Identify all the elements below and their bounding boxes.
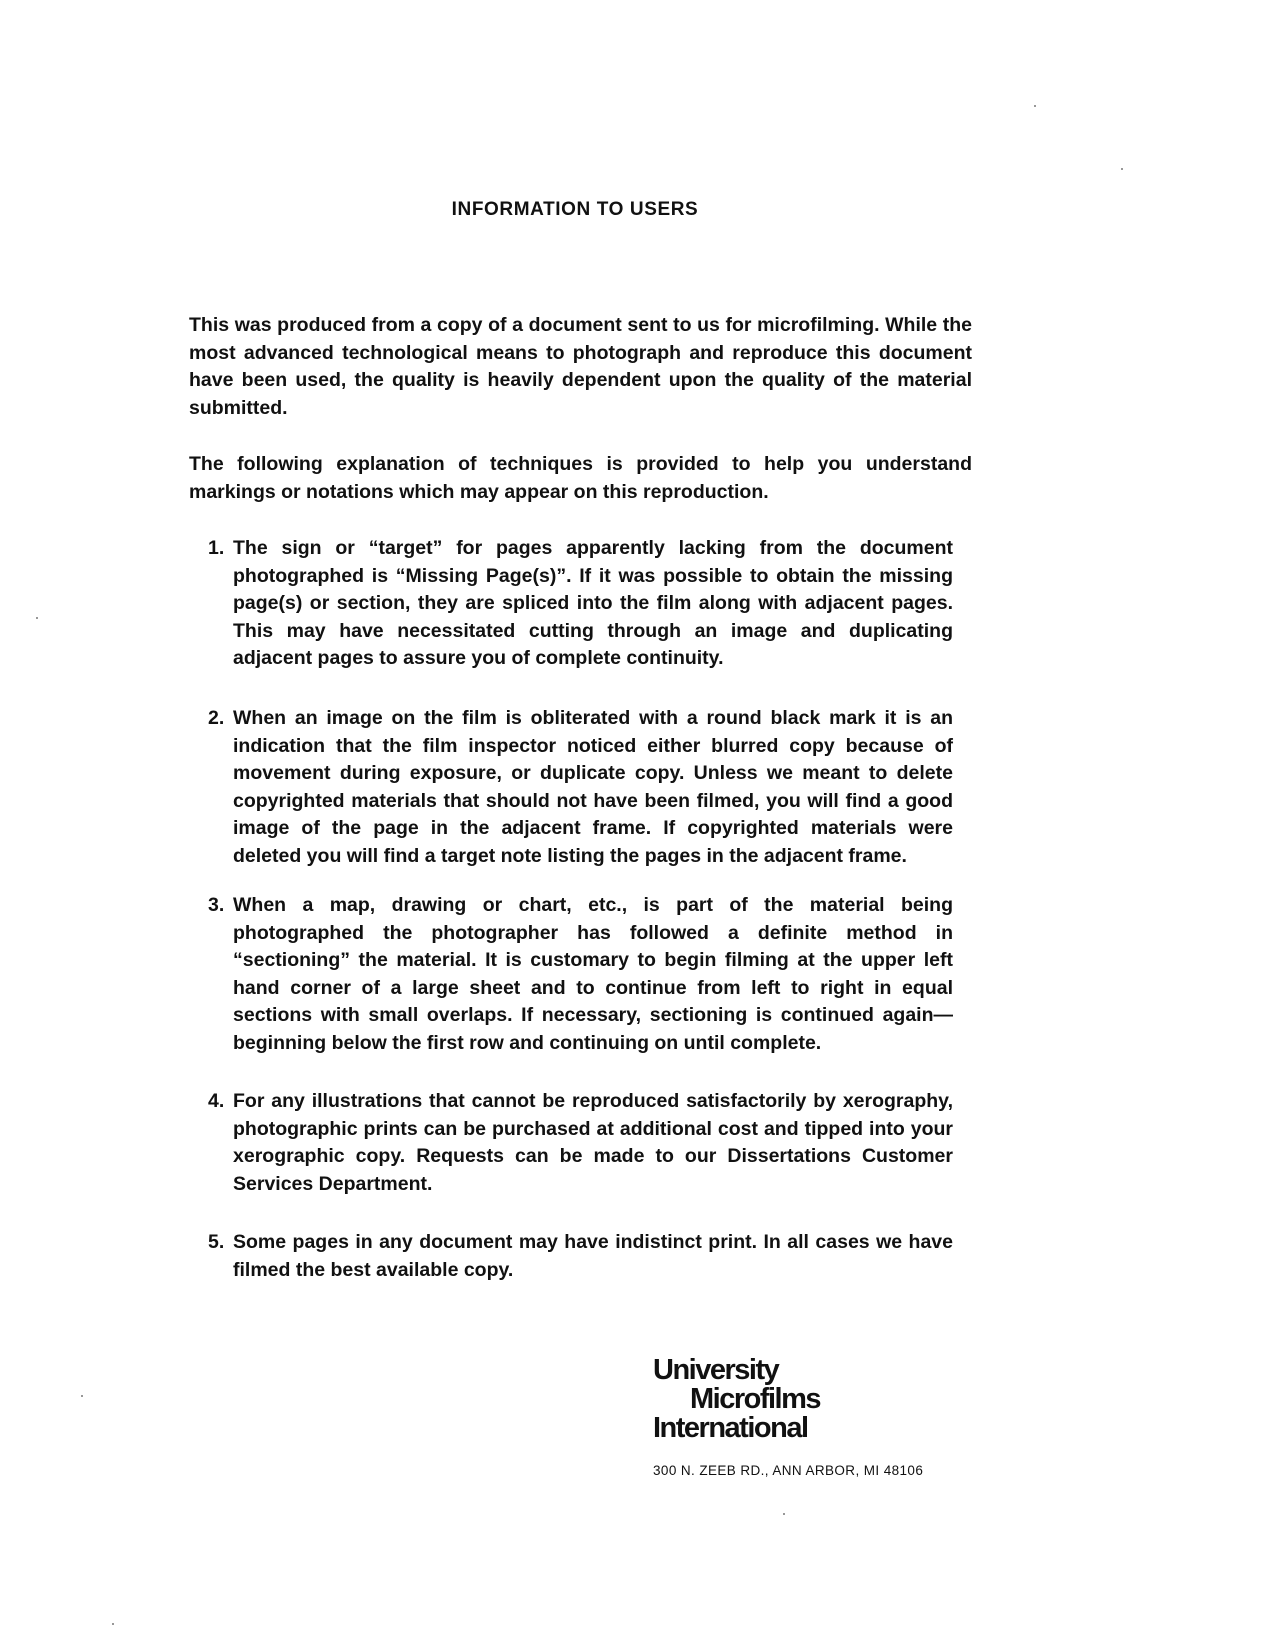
page-title: INFORMATION TO USERS	[451, 199, 699, 220]
company-address: 300 N. ZEEB RD., ANN ARBOR, MI 48106	[653, 1463, 924, 1478]
logo-line-university: University	[653, 1354, 779, 1386]
explanation-paragraph: The following explanation of techniques is provided to help you understand markings or notations which may appear on this reproduction.	[189, 453, 972, 503]
list-item-number: 4.	[208, 1090, 225, 1112]
list-item-number: 3.	[208, 894, 225, 916]
scan-speck	[1121, 168, 1123, 170]
company-logo	[653, 1356, 983, 1456]
list-item	[208, 705, 953, 870]
list-item-text: Some pages in any document may have indistinct print. In all cases we have filmed the best available copy.	[233, 1231, 953, 1281]
scan-speck	[783, 1513, 785, 1515]
list-item	[208, 535, 953, 673]
list-item-text: When a map, drawing or chart, etc., is part of the material being photographed the photographer has followed a definite method in “sectioning” the material. It is customary to begin filming at the upper left hand corner of a large sheet and to continue from left to right in equal sections with small overlaps. If necessary, sectioning is continued again—beginning below the first row and continuing on until complete.	[233, 894, 953, 1054]
list-item-number: 2.	[208, 707, 225, 729]
list-item-number: 5.	[208, 1231, 225, 1253]
scan-speck	[81, 1395, 83, 1397]
list-item	[208, 1088, 953, 1198]
list-item-text: When an image on the film is obliterated with a round black mark it is an indication that the film inspector noticed either blurred copy because of movement during exposure, or duplicate copy. Unless we meant to delete copyrighted materials that should not have been filmed, you will find a good image of the page in the adjacent frame. If copyrighted materials were deleted you will find a target note listing the pages in the adjacent frame.	[233, 707, 953, 867]
list-item-text: For any illustrations that cannot be reproduced satisfactorily by xerography, photographic prints can be purchased at additional cost and tipped into your xerographic copy. Requests can be made to our Dissertations Customer Services Department.	[233, 1090, 953, 1195]
scan-speck	[112, 1623, 114, 1625]
intro-paragraph: This was produced from a copy of a document sent to us for microfilming. While the most advanced technological means to photograph and reproduce this document have been used, the quality is heavily dependent upon the quality of the material submitted.	[189, 314, 972, 419]
scan-speck	[36, 617, 38, 619]
list-item-number: 1.	[208, 537, 225, 559]
list-item	[208, 892, 953, 1057]
logo-line-microfilms: Microfilms	[690, 1383, 821, 1415]
list-item	[208, 1229, 953, 1284]
list-item-text: The sign or “target” for pages apparently lacking from the document photographed is “Missing Page(s)”. If it was possible to obtain the missing page(s) or section, they are spliced into the film along with adjacent pages. This may have necessitated cutting through an image and duplicating adjacent pages to assure you of complete continuity.	[233, 537, 953, 669]
logo-line-international: International	[653, 1412, 808, 1444]
scan-speck	[1034, 105, 1036, 107]
